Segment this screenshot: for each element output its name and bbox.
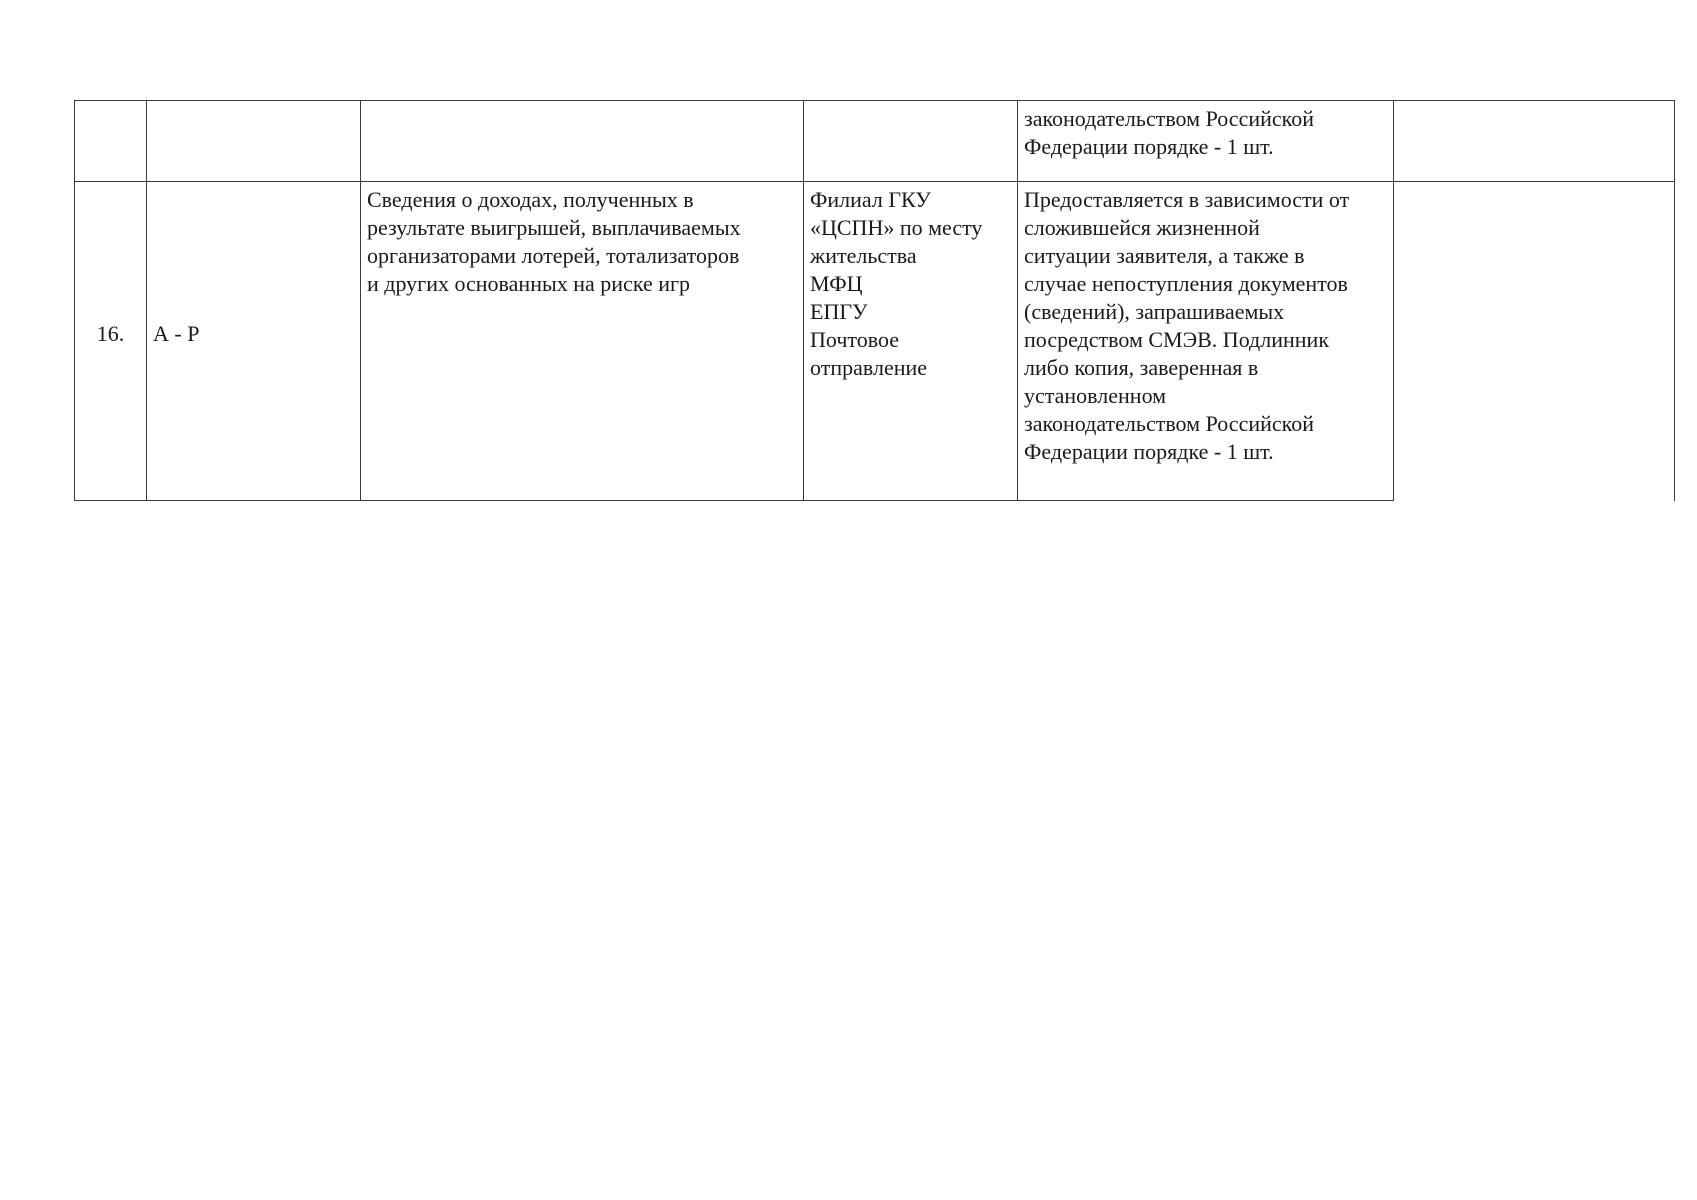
cell-document: [361, 101, 804, 182]
cell-notes: [1394, 101, 1675, 182]
table-row-continued: [75, 101, 1675, 182]
submission-place-text: Филиал ГКУ «ЦСПН» по месту жительства МФЦ ЕПГУ Почтовое отправление: [810, 187, 983, 380]
cell-code: [147, 182, 361, 501]
conditions-text: Предоставляется в зависимости от сложившейся жизненной ситуации заявителя, а также в случае непоступления документов (сведений), запрашиваемых посредством СМЭВ. Подлинник либо копия, заверенная в установленном законодательством Российской Федерации порядке - 1 шт.: [1024, 187, 1350, 464]
cell-submission-place: [804, 101, 1018, 182]
cell-number: [75, 101, 147, 182]
cell-conditions: [1018, 182, 1394, 501]
cell-document: [361, 182, 804, 501]
cell-notes: [1394, 182, 1675, 501]
document-text: Сведения о доходах, полученных в результате выигрышей, выплачиваемых организаторами лотерей, тотализаторов и других основанных на риске игр: [367, 187, 741, 296]
cell-conditions: [1018, 101, 1394, 182]
cell-number: [75, 182, 147, 501]
table-row: [75, 182, 1675, 501]
conditions-text: законодательством Российской Федерации порядке - 1 шт.: [1024, 106, 1314, 159]
row-number: 16.: [96, 321, 125, 346]
cell-submission-place: [804, 182, 1018, 501]
row-code: А - Р: [153, 321, 200, 346]
cell-code: [147, 101, 361, 182]
document-table: [74, 100, 1675, 501]
